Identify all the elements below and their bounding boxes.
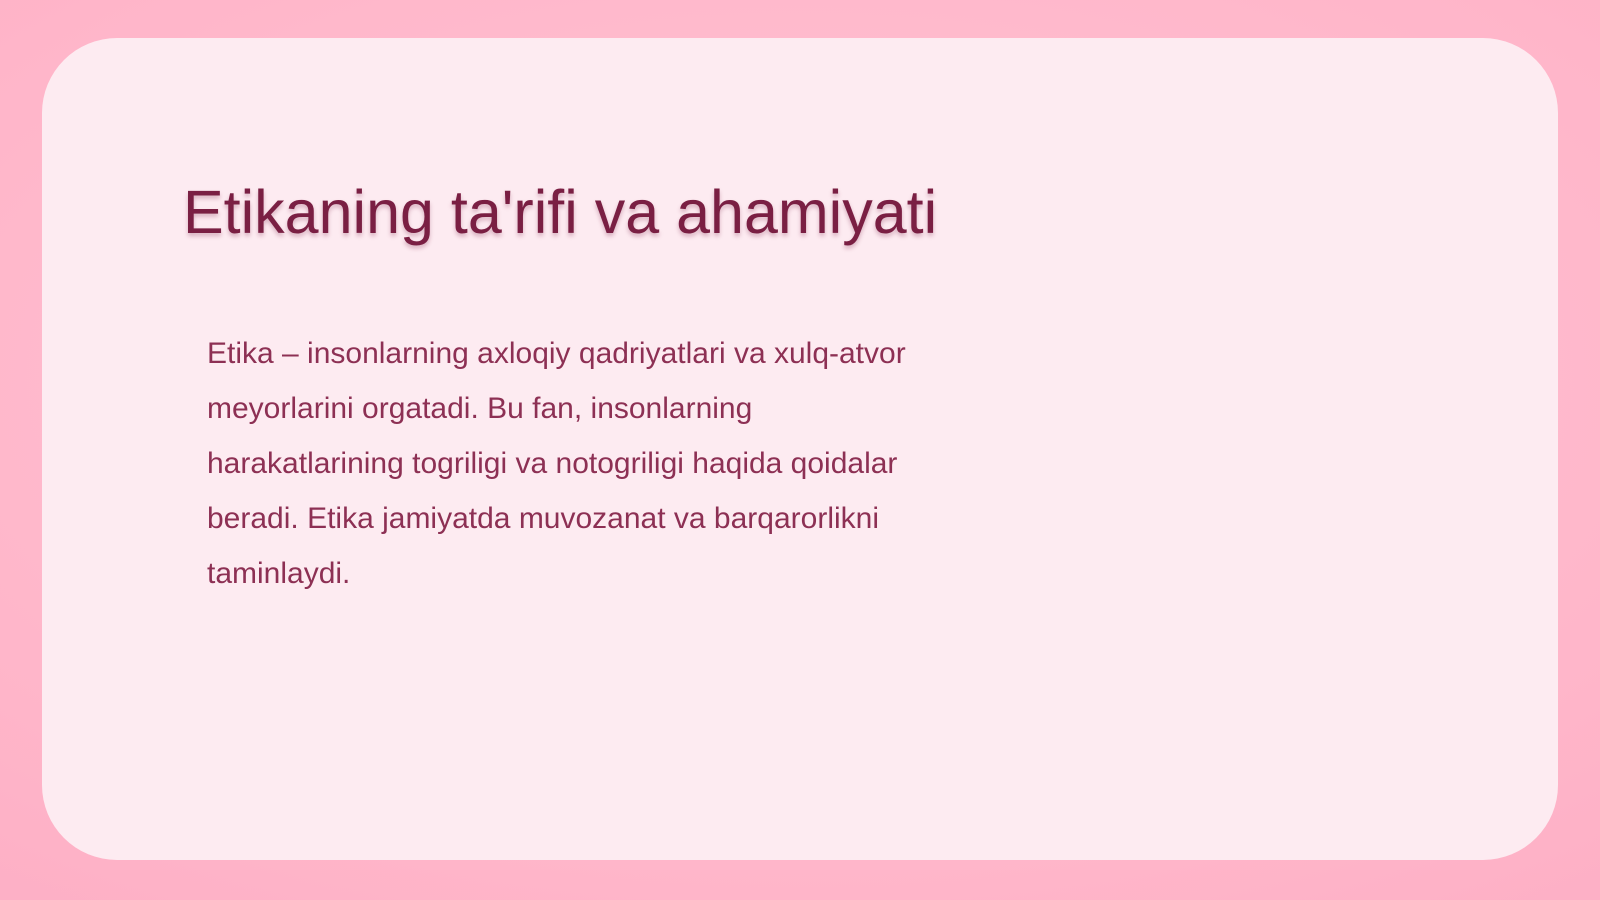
body-line: beradi. Etika jamiyatda muvozanat va barqarorlikni <box>207 502 879 535</box>
card-segment-bottom-right <box>978 377 1558 860</box>
body-line: meyorlarini orgatadi. Bu fan, insonlarning <box>207 392 753 425</box>
body-line: Etika – insonlarning axloqiy qadriyatlari va xulq-atvor <box>207 337 906 370</box>
slide-body-paragraph <box>207 326 1007 601</box>
slide-title: Etikaning ta'rifi va ahamiyati <box>183 177 938 246</box>
body-line: harakatlarining togriligi va notogriligi haqida qoidalar <box>207 447 898 480</box>
body-line: taminlaydi. <box>207 557 351 590</box>
